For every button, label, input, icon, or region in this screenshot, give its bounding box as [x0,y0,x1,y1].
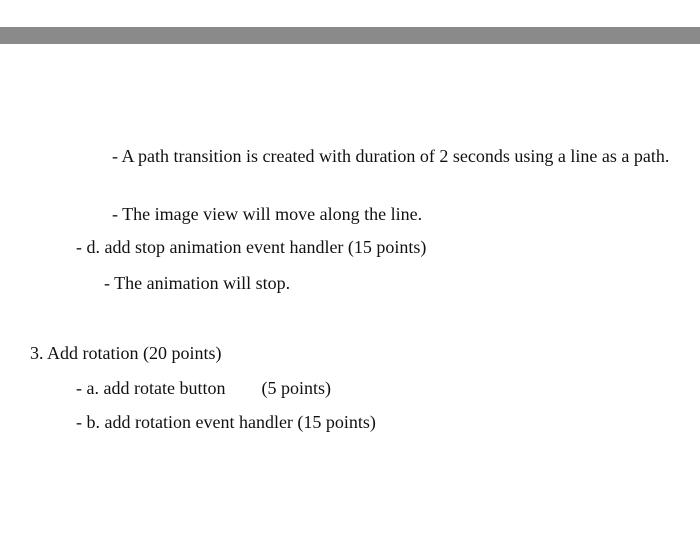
bullet-animation-stop: - The animation will stop. [104,273,291,293]
item-d-stop-animation: - d. add stop animation event handler (15 points) [76,237,427,257]
bullet-image-move: - The image view will move along the line. [112,204,423,224]
bullet-path-transition: - A path transition is created with duration of 2 seconds using a line as a path. [112,146,670,166]
item-a-points: (5 points) [261,378,331,398]
item-a-rotate-button [76,377,331,399]
section-3-title: 3. Add rotation (20 points) [30,343,222,363]
item-b-rotation-handler: - b. add rotation event handler (15 points) [76,412,376,432]
item-a-label: - a. add rotate button [76,378,226,398]
top-divider-bar [0,27,700,44]
